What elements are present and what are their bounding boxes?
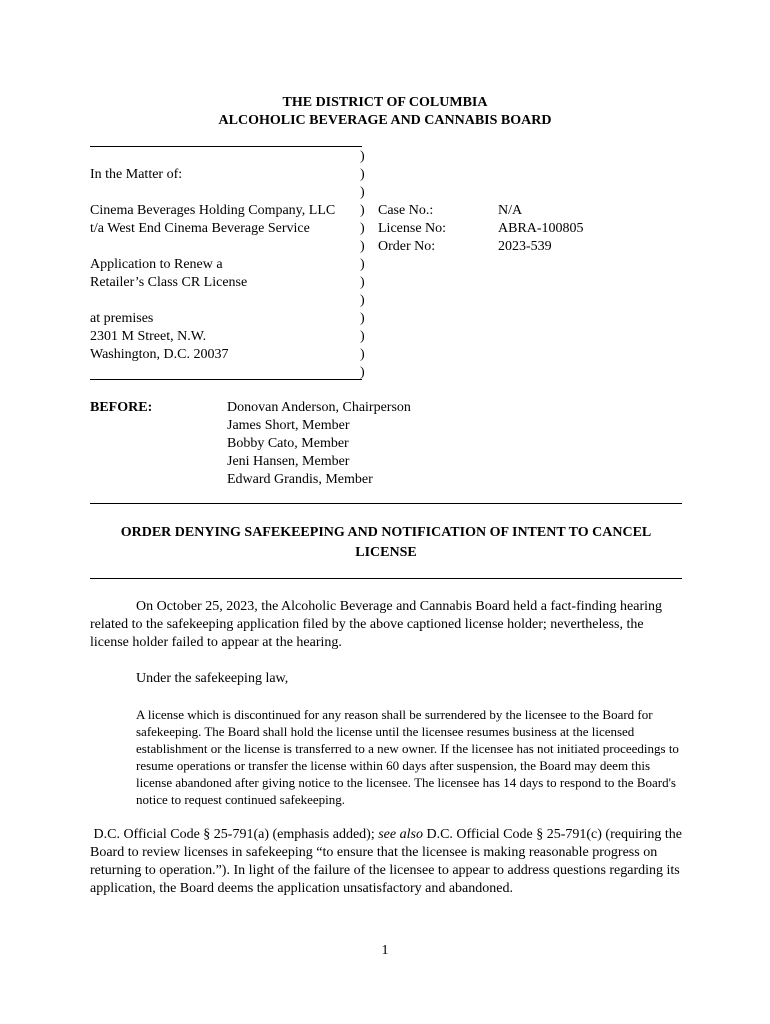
caption-party-trade-name: t/a West End Cinema Beverage Service — [90, 221, 310, 236]
board-member: Bobby Cato, Member — [227, 436, 349, 451]
caption-party-name: Cinema Beverages Holding Company, LLC — [90, 203, 336, 218]
board-member: Jeni Hansen, Member — [227, 454, 350, 469]
caption-parens: ) ) ) ) ) ) ) ) ) ) ) ) ) — [360, 149, 365, 380]
order-no-label: Order No: — [378, 239, 436, 254]
caption-premises-city: Washington, D.C. 20037 — [90, 347, 229, 362]
paragraph-law-intro: Under the safekeeping law, — [136, 671, 289, 686]
license-no-label: License No: — [378, 221, 447, 236]
caption-top-rule — [90, 146, 362, 147]
citation-part1: D.C. Official Code § 25-791(a) (emphasis added); — [93, 827, 379, 842]
page-number: 1 — [381, 943, 389, 958]
case-no-label: Case No.: — [378, 203, 434, 218]
board-member: Donovan Anderson, Chairperson — [227, 400, 411, 415]
paragraph-hearing: On October 25, 2023, the Alcoholic Beverage and Cannabis Board held a fact-finding hearing related to the safekeeping application filed by the above captioned license holder; nevertheless, the license holder failed to appear at the hearing. — [90, 599, 663, 650]
caption-premises-label: at premises — [90, 311, 154, 326]
case-no-value: N/A — [498, 203, 523, 218]
citation-part2: D.C. Official Code § 25-791(c) (requiring the Board to review licenses in safekeeping “to ensure that the licensee is making reasonable progress on returning to operation.”). In light of the failure of the licensee to appear to address questions regarding its application, the Board deems the application unsatisfactory and abandoned. — [90, 827, 683, 896]
paragraph-citation — [90, 826, 684, 898]
caption-application: Application to Renew a — [90, 257, 223, 272]
before-label: BEFORE: — [90, 400, 153, 415]
caption-bottom-rule — [90, 379, 362, 380]
see-also-signal: see also — [378, 827, 423, 842]
header-board: ALCOHOLIC BEVERAGE AND CANNABIS BOARD — [218, 113, 552, 128]
block-quote: A license which is discontinued for any reason shall be surrendered by the licensee to the Board for safekeeping. The Board shall hold the license until the licensee resumes business at the licensed establishment or the license is transferred to a new owner. If the licensee has not initiated proceedings to resume operations or transfer the license within 60 days after suspension, the Board may deem this license abandoned after giving notice to the licensee. The licensee has 14 days to respond to the Board's notice to request continued safekeeping. — [136, 707, 679, 807]
header-jurisdiction: THE DISTRICT OF COLUMBIA — [282, 95, 488, 110]
title-top-rule — [90, 503, 682, 504]
caption-matter: In the Matter of: — [90, 167, 183, 182]
caption-license-class: Retailer’s Class CR License — [90, 275, 248, 290]
board-member: James Short, Member — [227, 418, 350, 433]
title-bottom-rule — [90, 578, 682, 579]
order-no-value: 2023-539 — [498, 239, 552, 254]
board-member: Edward Grandis, Member — [227, 472, 373, 487]
order-title: ORDER DENYING SAFEKEEPING AND NOTIFICATION OF INTENT TO CANCEL LICENSE — [120, 525, 652, 560]
caption-premises-street: 2301 M Street, N.W. — [90, 329, 207, 344]
license-no-value: ABRA-100805 — [498, 221, 584, 236]
